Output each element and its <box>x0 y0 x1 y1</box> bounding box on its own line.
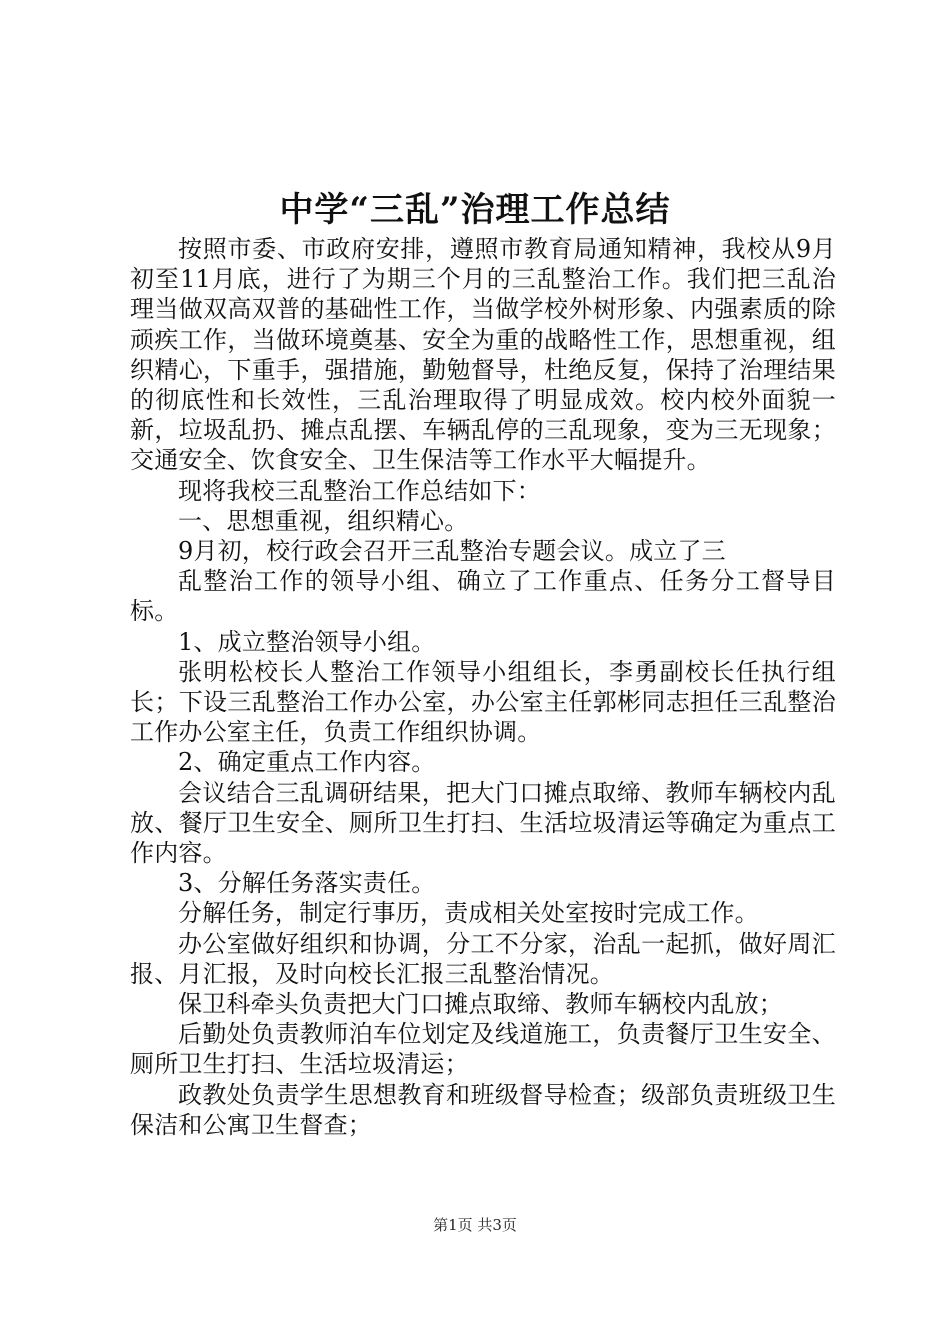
subheading-3: 3、分解任务落实责任。 <box>178 869 436 898</box>
document-body <box>130 234 836 1140</box>
paragraph: 分解任务，制定行事历，责成相关处室按时完成工作。 <box>178 899 759 928</box>
paragraph: 张明松校长人整治工作领导小组组长，李勇副校长任执行组长；下设三乱整治工作办公室，办公室主任郭彬同志担任三乱整治工作办公室主任，负责工作组织协调。 <box>130 657 836 747</box>
paragraph: 后勤处负责教师泊车位划定及线道施工，负责餐厅卫生安全、厕所卫生打扫、生活垃圾清运； <box>130 1020 836 1079</box>
subheading-1: 1、成立整治领导小组。 <box>178 627 436 656</box>
paragraph: 保卫科牵头负责把大门口摊点取缔、教师车辆校内乱放； <box>178 990 783 1019</box>
paragraph: 9月初，校行政会召开三乱整治专题会议。成立了三 <box>178 537 726 566</box>
paragraph: 政教处负责学生思想教育和班级督导检查；级部负责班级卫生保洁和公寓卫生督查； <box>130 1080 836 1139</box>
page-footer: 第1页 共3页 <box>433 1216 517 1234</box>
paragraph: 办公室做好组织和协调，分工不分家，治乱一起抓，做好周汇报、月汇报，及时向校长汇报三乱整治情况。 <box>130 929 836 988</box>
paragraph: 会议结合三乱调研结果，把大门口摊点取缔、教师车辆校内乱放、餐厅卫生安全、厕所卫生打扫、生活垃圾清运等确定为重点工作内容。 <box>130 778 836 868</box>
paragraph-summary-lead: 现将我校三乱整治工作总结如下： <box>178 476 541 505</box>
section-heading-1: 一、思想重视，组织精心。 <box>178 506 469 535</box>
subheading-2: 2、确定重点工作内容。 <box>178 748 436 777</box>
document-title: 中学“三乱”治理工作总结 <box>279 190 671 230</box>
paragraph: 乱整治工作的领导小组、确立了工作重点、任务分工督导目标。 <box>130 567 836 626</box>
paragraph-intro: 按照市委、市政府安排，遵照市教育局通知精神，我校从9月初至11月底，进行了为期三个月的三乱整治工作。我们把三乱治理当做双高双普的基础性工作，当做学校外树形象、内强素质的除顽疾工作，当做环境奠基、安全为重的战略性工作，思想重视，组织精心，下重手，强措施，勤勉督导，杜绝反复，保持了治理结果的彻底性和长效性，三乱治理取得了明显成效。校内校外面貌一新，垃圾乱扔、摊点乱摆、车辆乱停的三乱现象，变为三无现象；交通安全、饮食安全、卫生保洁等工作水平大幅提升。 <box>130 235 836 475</box>
